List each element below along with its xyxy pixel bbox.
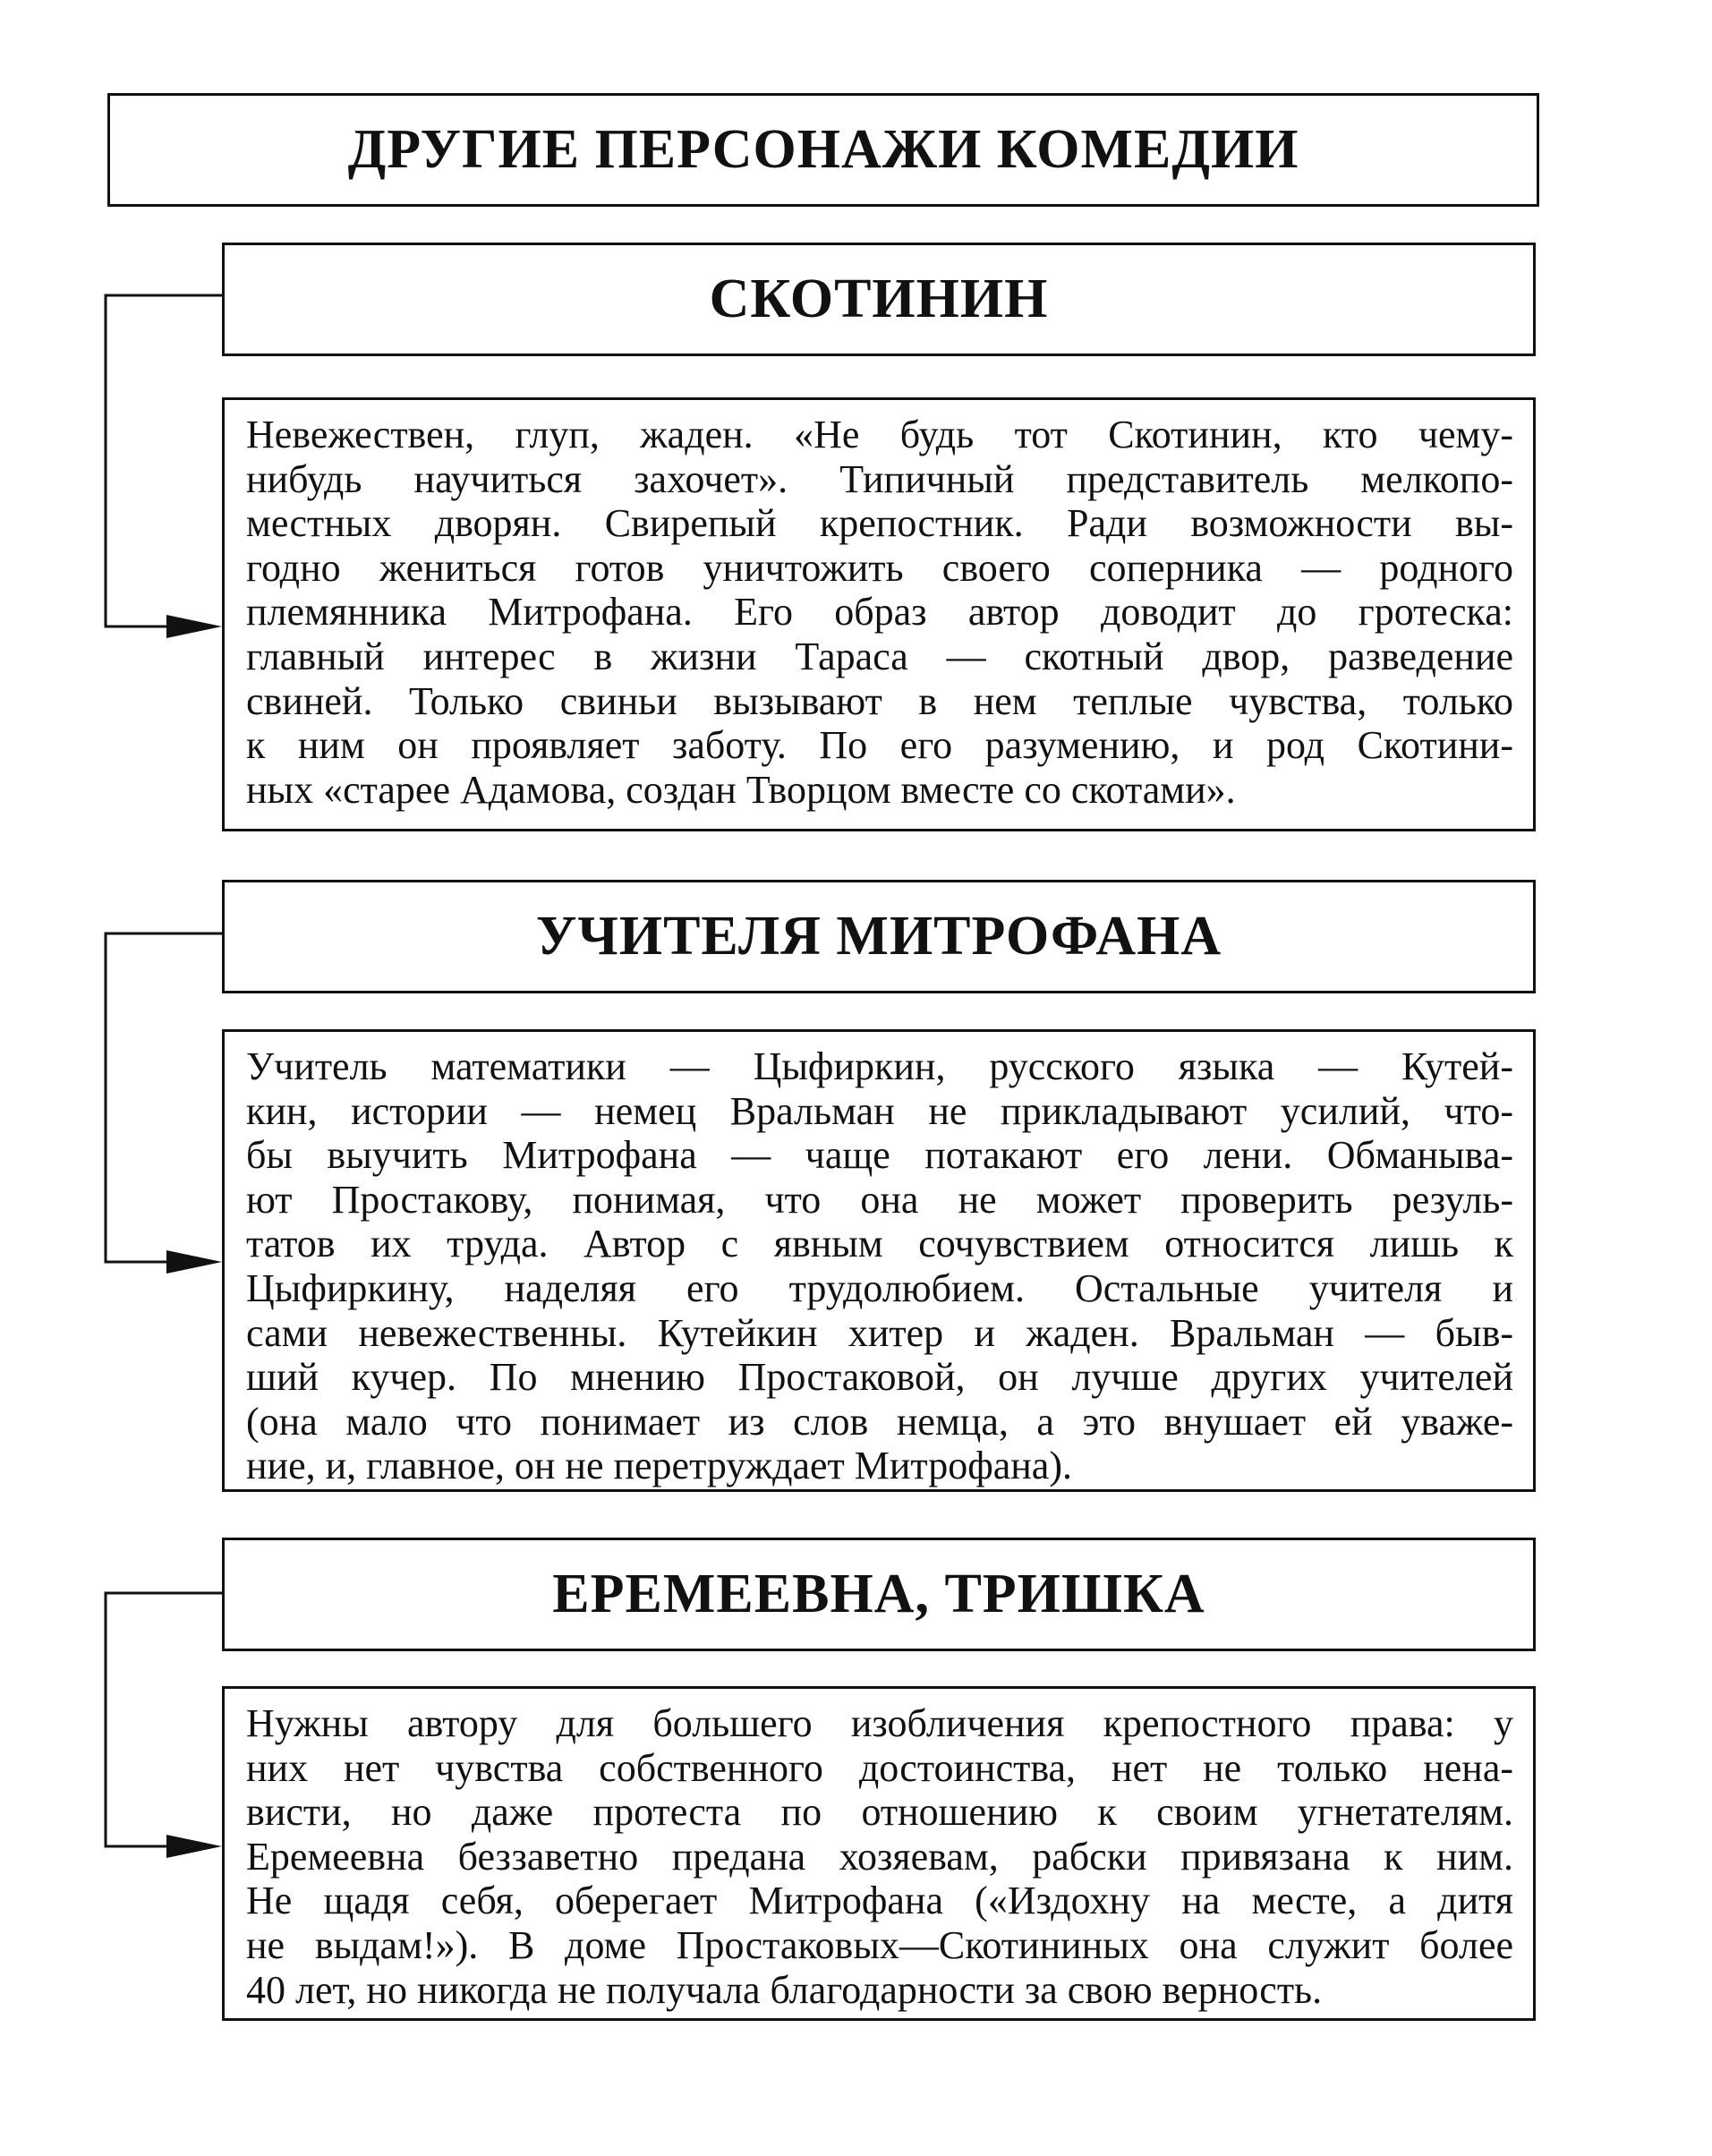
section-text-box-skotinin (222, 397, 1536, 831)
text-line: Невежествен, глуп, жаден. «Не будь тот Скотинин, кто чему- (246, 413, 1513, 456)
text-line: нибудь научиться захочет». Типичный представитель мелкопо- (246, 456, 1513, 501)
text-line: свиней. Только свиньи вызывают в нем теплые чувства, только (246, 678, 1513, 723)
text-line: бы выучить Митрофана — чаще потакают его лени. Обманыва- (246, 1133, 1513, 1178)
text-line: Учитель математики — Цыфиркин, русского языка — Кутей- (246, 1044, 1513, 1088)
text-line: годно жениться готов уничтожить своего соперника — родного (246, 545, 1513, 590)
section-heading: ЕРЕМЕЕВНА, ТРИШКА (552, 1564, 1205, 1624)
text-line: 40 лет, но никогда не получала благодарности за свою верность. (246, 1967, 1323, 2012)
text-line: ют Простакову, понимая, что она не может проверить резуль- (246, 1177, 1513, 1222)
text-line: главный интерес в жизни Тараса — скотный двор, разведение (246, 634, 1513, 678)
connector-eremeevna (106, 1593, 222, 1858)
text-line: к ним он проявляет заботу. По его разумению, и род Скотини- (246, 723, 1513, 768)
text-line: сами невежественны. Кутейкин хитер и жаден. Вральман — быв- (246, 1310, 1513, 1355)
section-text-box-eremeevna (222, 1686, 1536, 2021)
text-line: кин, истории — немец Вральман не прикладывают усилий, что- (246, 1088, 1513, 1133)
text-line: них нет чувства собственного достоинства, нет не только нена- (246, 1745, 1513, 1790)
section-heading: УЧИТЕЛЯ МИТРОФАНА (535, 906, 1222, 967)
section-heading-box-skotinin (222, 243, 1536, 356)
section-heading: СКОТИНИН (709, 268, 1049, 329)
section-text-box-teachers (222, 1029, 1536, 1492)
text-line: Нужны автору для большего изобличения крепостного права: у (246, 1701, 1513, 1745)
text-line: ший кучер. По мнению Простаковой, он лучше других учителей (246, 1355, 1513, 1400)
text-line: (она мало что понимает из слов немца, а это внушает ей уваже- (246, 1399, 1513, 1444)
arrow-icon (166, 1250, 222, 1274)
text-line: местных дворян. Свирепый крепостник. Ради возможности вы- (246, 501, 1513, 546)
text-line: висти, но даже протеста по отношению к своим угнетателям. (246, 1790, 1513, 1835)
text-line: не выдам!»). В доме Простаковых—Скотининых она служит более (246, 1922, 1513, 1967)
arrow-icon (166, 615, 222, 638)
text-line: Не щадя себя, оберегает Митрофана («Издохну на месте, а дитя (246, 1879, 1513, 1923)
text-line: татов их труда. Автор с явным сочувствием относится лишь к (246, 1222, 1513, 1266)
arrow-icon (166, 1835, 222, 1858)
text-line: ных «старее Адамова, создан Творцом вместе со скотами». (246, 767, 1236, 812)
section-heading-box-teachers (222, 880, 1536, 993)
connector-skotinin (106, 295, 222, 638)
section-heading-box-eremeevna (222, 1538, 1536, 1651)
text-line: Еремеевна беззаветно предана хозяевам, рабски привязана к ним. (246, 1834, 1513, 1879)
connector-teachers (106, 933, 222, 1274)
text-line: племянника Митрофана. Его образ автор доводит до гротеска: (246, 590, 1513, 635)
text-line: Цыфиркину, наделяя его трудолюбием. Остальные учителя и (246, 1265, 1513, 1310)
main-title-box (107, 93, 1539, 207)
text-line: ние, и, главное, он не перетруждает Митрофана). (246, 1444, 1072, 1488)
main-title: ДРУГИЕ ПЕРСОНАЖИ КОМЕДИИ (347, 119, 1299, 180)
